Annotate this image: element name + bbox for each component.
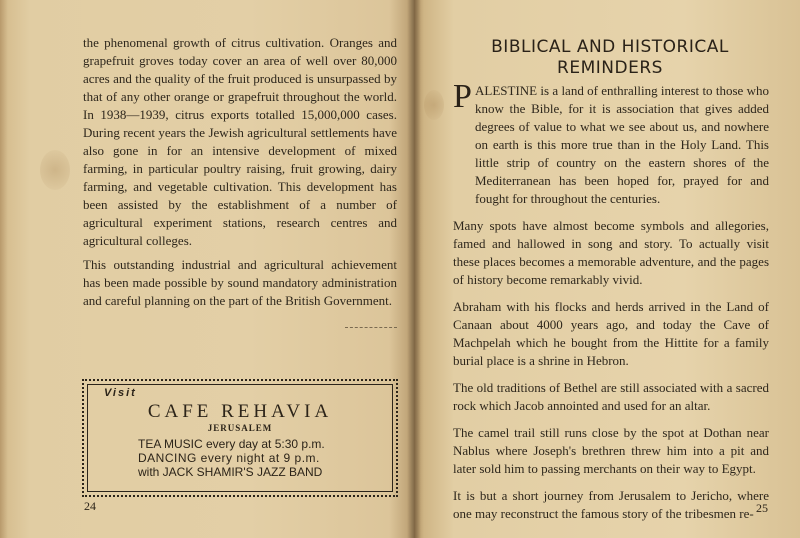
section-divider (345, 327, 397, 328)
left-paragraph: the phenomenal growth of citrus cultivation. Oranges and grapefruit groves today cover an area of well over 80,000 acres and the quality of the fruit produced is unsurpassed by that of any other orange or grapefruit throughout the world. In 1938—1939, citrus exports totalled 15,000,000 cases. During recent years the Jewish agricultural settlements have also gone in for an intensive development of mixed farming, in particular poultry raising, fruit growing, dairy farming, and vegetable cultivation. This development has been assisted by the establishment of a number of agricultural experiment stations, research centres and agricultural colleges. (83, 35, 397, 248)
right-paragraph: The old traditions of Bethel are still associated with a sacred rock which Jacob annointed and used for an altar. (453, 380, 769, 413)
left-page-text (83, 34, 397, 316)
drop-cap: P (453, 78, 472, 115)
right-page-text (453, 78, 769, 532)
title-line: BIBLICAL AND HISTORICAL (491, 37, 729, 57)
left-paragraph: This outstanding industrial and agricultural achievement has been made possible by sound mandatory administration and careful planning on the part of the British Government. (83, 257, 397, 308)
right-paragraph: Many spots have almost become symbols and allegories, famed and hallowed in song and story. To actually visit these places becomes a memorable adventure, and the pages of history become remarkably vivid. (453, 218, 769, 287)
right-paragraph: Abraham with his flocks and herds arrived in the Land of Canaan about 4000 years ago, and today the Cave of Machpelah which he bought from the Hittite for a family burial place is a shrine in Hebron. (453, 299, 769, 368)
title-line: REMINDERS (557, 58, 663, 78)
ad-city: JERUSALEM (207, 423, 273, 433)
ad-line: with JACK SHAMIR'S JAZZ BAND (138, 465, 323, 479)
ad-visit-label: Visit (104, 387, 137, 399)
paper-stain (424, 90, 444, 120)
right-paragraph: It is but a short journey from Jerusalem to Jericho, where one may reconstruct the famous story of the tribesmen re- (453, 488, 769, 521)
ad-cafe-name: CAFE REHAVIA (147, 401, 333, 422)
cafe-advertisement (82, 379, 398, 497)
book-gutter (407, 0, 421, 538)
page-number-left: 24 (84, 499, 96, 513)
right-paragraph: The camel trail still runs close by the spot at Dothan near Nablus where Joseph's brethren threw him into a pit and later sold him to passing merchants on their way to Egypt. (453, 425, 769, 476)
ad-line: DANCING every night at 9 p.m. (138, 451, 320, 465)
ad-details (138, 437, 378, 479)
page-title (452, 37, 768, 79)
right-paragraph: ALESTINE is a land of enthralling interest to those who know the Bible, for it is association that gives added degrees of value to what we see about us, and nowhere on earth is this more true than in the Holy Land. This little strip of country on the eastern shores of the Mediterranean has been hoped for, prayed for and fought for throughout the centuries. (475, 83, 769, 206)
paper-stain (40, 150, 70, 190)
ad-line: TEA MUSIC every day at 5:30 p.m. (138, 437, 325, 451)
page-number-right: 25 (756, 501, 768, 515)
